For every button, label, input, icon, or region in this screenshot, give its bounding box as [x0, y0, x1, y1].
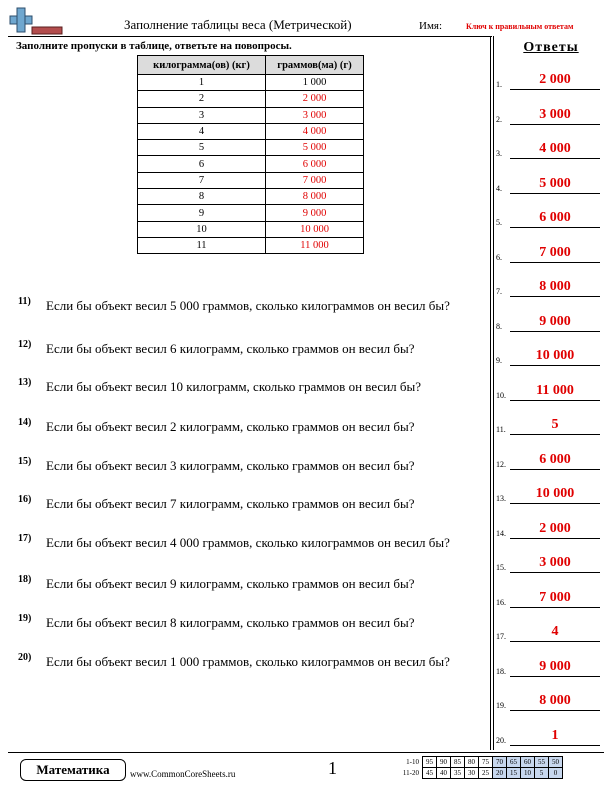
question-text: Если бы объект весил 9 килограмм, сколько граммов он весил бы?: [46, 576, 415, 591]
answer-value: 5: [551, 417, 559, 432]
answer-number: 4.: [496, 183, 502, 193]
kg-cell: 7: [138, 172, 266, 188]
answer-row: [496, 70, 604, 90]
conversion-table: [137, 55, 364, 254]
answer-number: 14.: [496, 528, 506, 538]
question: [18, 534, 480, 570]
table-row: [138, 91, 364, 107]
table-row: [138, 237, 364, 253]
score-cell: 45: [423, 768, 437, 779]
answer-number: 1.: [496, 80, 502, 89]
question-text: Если бы объект весил 1 000 граммов, сколько килограммов он весил бы?: [46, 654, 450, 669]
answer-number: 5.: [496, 218, 502, 227]
answer-value: 8 000: [539, 279, 571, 294]
answer-line: [510, 365, 600, 366]
answer-number: 3.: [496, 149, 502, 158]
table-header-g: граммов(ма) (г): [266, 56, 364, 75]
question-text: Если бы объект весил 3 килограмм, сколько граммов он весил бы?: [46, 458, 415, 473]
answer-line: [510, 434, 600, 435]
question: [18, 418, 480, 454]
question: [18, 653, 480, 689]
score-cell: 15: [507, 768, 521, 779]
question-number: 18): [18, 574, 32, 585]
answer-number: 15.: [496, 563, 506, 572]
answer-value: 3 000: [539, 106, 571, 122]
name-label: Имя:: [419, 20, 443, 32]
score-cell: 90: [437, 757, 451, 768]
kg-cell: 10: [138, 221, 266, 237]
answer-number: 13.: [496, 494, 506, 503]
answer-row: [496, 277, 604, 297]
question-text: Если бы объект весил 7 килограмм, сколько граммов он весил бы?: [46, 496, 415, 511]
answer-row: [496, 415, 604, 435]
plus-minus-logo-icon: [6, 4, 66, 38]
page-number: 1: [328, 758, 337, 778]
answer-number: 19.: [496, 701, 506, 710]
answer-value: 10 000: [535, 348, 575, 363]
question: [18, 575, 480, 611]
answer-value: 1: [551, 727, 559, 743]
g-cell: 4 000: [266, 123, 364, 139]
answer-value: 6 000: [539, 210, 571, 225]
question-number: 13): [18, 377, 32, 388]
table-row: [138, 123, 364, 139]
answer-value: 9 000: [539, 658, 571, 674]
answer-number: 16.: [496, 597, 506, 607]
kg-cell: 2: [138, 91, 266, 107]
table-row: [138, 221, 364, 237]
score-cell: 5: [535, 768, 549, 779]
answer-line: [510, 745, 600, 746]
question-number: 15): [18, 456, 32, 467]
answer-row: [496, 588, 604, 608]
answer-row: [496, 657, 604, 677]
answer-number: 10.: [496, 390, 506, 400]
site-url: www.CommonCoreSheets.ru: [130, 769, 236, 779]
answer-line: [510, 158, 600, 159]
answer-value: 4 000: [539, 141, 571, 156]
question: [18, 340, 480, 376]
table-row: [138, 140, 364, 156]
question-number: 16): [18, 494, 32, 505]
answer-number: 17.: [496, 632, 506, 641]
question-text: Если бы объект весил 5 000 граммов, сколько килограммов он весил бы?: [46, 298, 450, 313]
answer-value: 2 000: [539, 520, 571, 536]
answer-value: 3 000: [539, 555, 571, 570]
answer-line: [510, 89, 600, 90]
table-row: [138, 189, 364, 205]
table-header-row: [138, 56, 364, 75]
g-cell: 1 000: [266, 75, 364, 91]
answer-line: [510, 572, 600, 573]
question: [18, 378, 480, 414]
g-cell: 8 000: [266, 189, 364, 205]
answer-line: [510, 296, 600, 297]
answer-line: [510, 193, 600, 194]
answer-column-divider: [493, 36, 494, 750]
answer-line: [510, 124, 600, 125]
answer-line: [510, 331, 600, 332]
answer-line: [510, 503, 600, 504]
g-cell: 11 000: [266, 237, 364, 253]
question-number: 19): [18, 613, 32, 624]
answer-value: 5 000: [539, 175, 571, 191]
score-cell: 30: [465, 768, 479, 779]
answer-line: [510, 676, 600, 677]
answer-line: [510, 469, 600, 470]
score-row-label: 1-10: [406, 758, 419, 766]
answer-row: [496, 312, 604, 332]
g-cell: 9 000: [266, 205, 364, 221]
score-cell: 50: [549, 757, 563, 768]
score-row-label: 11-20: [402, 769, 419, 777]
answer-key-label: Ключ к правильным ответам: [466, 22, 574, 31]
table-row: [138, 156, 364, 172]
score-cell: 65: [507, 757, 521, 768]
answer-value: 7 000: [539, 589, 571, 605]
answer-row: [496, 208, 604, 228]
kg-cell: 8: [138, 189, 266, 205]
question: [18, 297, 480, 333]
answer-value: 6 000: [539, 451, 571, 467]
question-text: Если бы объект весил 10 килограмм, сколько граммов он весил бы?: [46, 379, 422, 394]
answer-value: 9 000: [539, 313, 571, 329]
kg-cell: 5: [138, 140, 266, 156]
answer-line: [510, 227, 600, 228]
answer-row: [496, 139, 604, 159]
kg-cell: 1: [138, 75, 266, 91]
question-number: 20): [18, 652, 32, 663]
question-text: Если бы объект весил 8 килограмм, сколько граммов он весил бы?: [46, 615, 415, 630]
answer-row: [496, 726, 604, 746]
score-cell: 10: [521, 768, 535, 779]
answer-row: [496, 519, 604, 539]
answer-row: [496, 346, 604, 366]
answers-title: Ответы: [523, 40, 579, 55]
question: [18, 614, 480, 650]
score-cell: 40: [437, 768, 451, 779]
answer-value: 4: [551, 624, 559, 639]
question-text: Если бы объект весил 4 000 граммов, сколько килограммов он весил бы?: [46, 535, 450, 550]
kg-cell: 11: [138, 237, 266, 253]
answer-row: [496, 243, 604, 263]
question: [18, 495, 480, 531]
answer-number: 12.: [496, 459, 506, 469]
answer-row: [496, 691, 604, 711]
score-cell: 55: [535, 757, 549, 768]
score-row: [396, 757, 563, 768]
answer-row: [496, 450, 604, 470]
question-number: 14): [18, 417, 32, 428]
score-cell: 85: [451, 757, 465, 768]
answer-number: 8.: [496, 321, 502, 331]
question-number: 11): [18, 296, 31, 307]
answer-number: 20.: [496, 735, 506, 745]
kg-cell: 9: [138, 205, 266, 221]
header-divider: [8, 36, 492, 37]
score-cell: 25: [479, 768, 493, 779]
answer-value: 2 000: [539, 72, 571, 87]
answer-number: 18.: [496, 666, 506, 676]
answer-line: [510, 538, 600, 539]
table-row: [138, 107, 364, 123]
score-cell: 80: [465, 757, 479, 768]
answer-line: [510, 262, 600, 263]
g-cell: 2 000: [266, 91, 364, 107]
answer-row: [496, 622, 604, 642]
kg-cell: 4: [138, 123, 266, 139]
score-row: [396, 768, 563, 779]
g-cell: 5 000: [266, 140, 364, 156]
answer-number: 7.: [496, 287, 502, 296]
table-row: [138, 205, 364, 221]
answer-line: [510, 400, 600, 401]
table-row: [138, 75, 364, 91]
question-number: 12): [18, 339, 32, 350]
answer-number: 9.: [496, 356, 502, 365]
kg-cell: 6: [138, 156, 266, 172]
table-row: [138, 172, 364, 188]
subject-label: Математика: [20, 759, 126, 781]
worksheet-title: Заполнение таблицы веса (Метрической): [124, 17, 352, 32]
kg-cell: 3: [138, 107, 266, 123]
answer-row: [496, 484, 604, 504]
answer-value: 11 000: [536, 382, 574, 398]
score-table: [396, 756, 563, 779]
footer-divider: [8, 752, 604, 753]
answer-value: 8 000: [539, 693, 571, 708]
answer-value: 10 000: [535, 486, 575, 501]
score-cell: 20: [493, 768, 507, 779]
score-cell: 35: [451, 768, 465, 779]
answer-line: [510, 710, 600, 711]
g-cell: 3 000: [266, 107, 364, 123]
answer-number: 11.: [496, 425, 506, 434]
answer-line: [510, 607, 600, 608]
answer-column-divider: [490, 36, 491, 750]
question-text: Если бы объект весил 6 килограмм, сколько граммов он весил бы?: [46, 341, 415, 356]
answer-row: [496, 381, 604, 401]
g-cell: 10 000: [266, 221, 364, 237]
answer-number: 2.: [496, 114, 502, 124]
g-cell: 6 000: [266, 156, 364, 172]
answer-value: 7 000: [539, 244, 571, 260]
score-cell: 95: [423, 757, 437, 768]
question: [18, 457, 480, 493]
answer-row: [496, 174, 604, 194]
instructions: Заполните пропуски в таблице, ответьте на повопросы.: [16, 40, 292, 52]
score-cell: 70: [493, 757, 507, 768]
answer-row: [496, 105, 604, 125]
score-cell: 60: [521, 757, 535, 768]
score-cell: 0: [549, 768, 563, 779]
table-header-kg: килограмма(ов) (кг): [138, 56, 266, 75]
question-number: 17): [18, 533, 32, 544]
answer-line: [510, 641, 600, 642]
score-cell: 75: [479, 757, 493, 768]
question-text: Если бы объект весил 2 килограмм, сколько граммов он весил бы?: [46, 419, 415, 434]
answer-number: 6.: [496, 252, 502, 262]
answer-row: [496, 553, 604, 573]
g-cell: 7 000: [266, 172, 364, 188]
